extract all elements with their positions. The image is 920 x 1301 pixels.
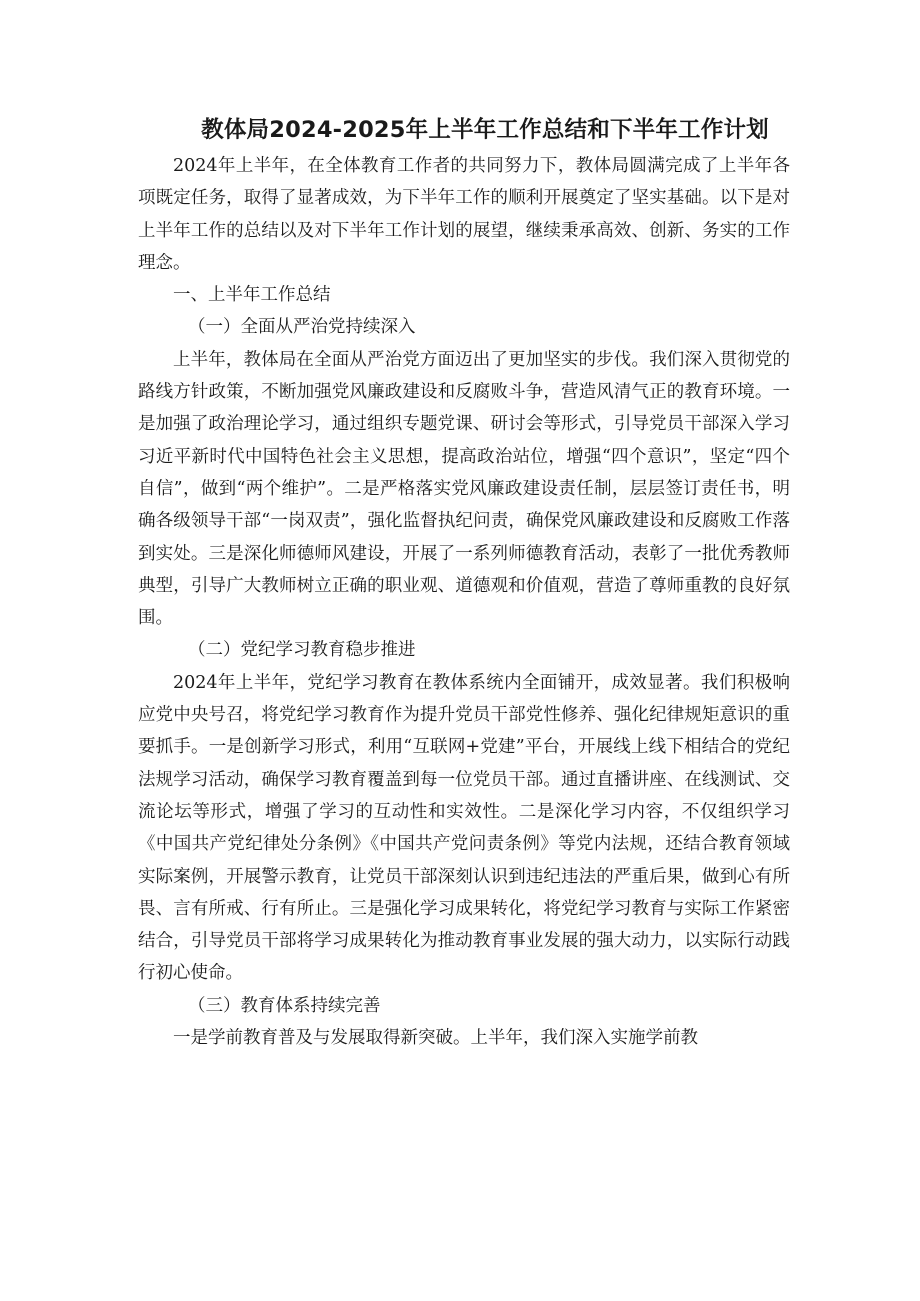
intro-paragraph: 2024年上半年，在全体教育工作者的共同努力下，教体局圆满完成了上半年各项既定任务，取得了显著成效，为下半年工作的顺利开展奠定了坚实基础。以下是对上半年工作的总结以及对下半年工作计划的展望，继续秉承高效、创新、务实的工作理念。 (138, 156, 790, 273)
subsection-heading-discipline-education: （二）党纪学习教育稳步推进 (188, 640, 416, 661)
paragraph-party-governance: 上半年，教体局在全面从严治党方面迈出了更加坚实的步伐。我们深入贯彻党的路线方针政策，不断加强党风廉政建设和反腐败斗争，营造风清气正的教育环境。一是加强了政治理论学习，通过组织专题党课、研讨会等形式，引导党员干部深入学习习近平新时代中国特色社会主义思想，提高政治站位，增强“四个意识”，坚定“四个自信”，做到“两个维护”。二是严格落实党风廉政建设责任制，层层签订责任书，明确各级领导干部“一岗双责”，强化监督执纪问责，确保党风廉政建设和反腐败工作落到实处。三是深化师德师风建设，开展了一系列师德教育活动，表彰了一批优秀教师典型，引导广大教师树立正确的职业观、道德观和价值观，营造了尊师重教的良好氛围。 (138, 349, 790, 629)
subsection-heading-party-governance: （一）全面从严治党持续深入 (188, 317, 416, 338)
subsection-heading-education-system: （三）教育体系持续完善 (188, 995, 381, 1016)
paragraph-discipline-education: 2024年上半年，党纪学习教育在教体系统内全面铺开，成效显著。我们积极响应党中央号召，将党纪学习教育作为提升党员干部党性修养、强化纪律规矩意识的重要抓手。一是创新学习形式，利用“互联网+党建”平台，开展线上线下相结合的党纪法规学习活动，确保学习教育覆盖到每一位党员干部。通过直播讲座、在线测试、交流论坛等形式，增强了学习的互动性和实效性。二是深化学习内容，不仅组织学习《中国共产党纪律处分条例》《中国共产党问责条例》等党内法规，还结合教育领域实际案例，开展警示教育，让党员干部深刻认识到违纪违法的严重后果，做到心有所畏、言有所戒、行有所止。三是强化学习成果转化，将党纪学习教育与实际工作紧密结合，引导党员干部将学习成果转化为推动教育事业发展的强大动力，以实际行动践行初心使命。 (138, 672, 790, 984)
section-heading-summary: 一、上半年工作总结 (173, 285, 331, 306)
document-body (138, 150, 790, 1054)
paragraph-education-system: 一是学前教育普及与发展取得新突破。上半年，我们深入实施学前教 (173, 1028, 698, 1049)
document-title: 教体局2024-2025年上半年工作总结和下半年工作计划 (201, 117, 769, 143)
